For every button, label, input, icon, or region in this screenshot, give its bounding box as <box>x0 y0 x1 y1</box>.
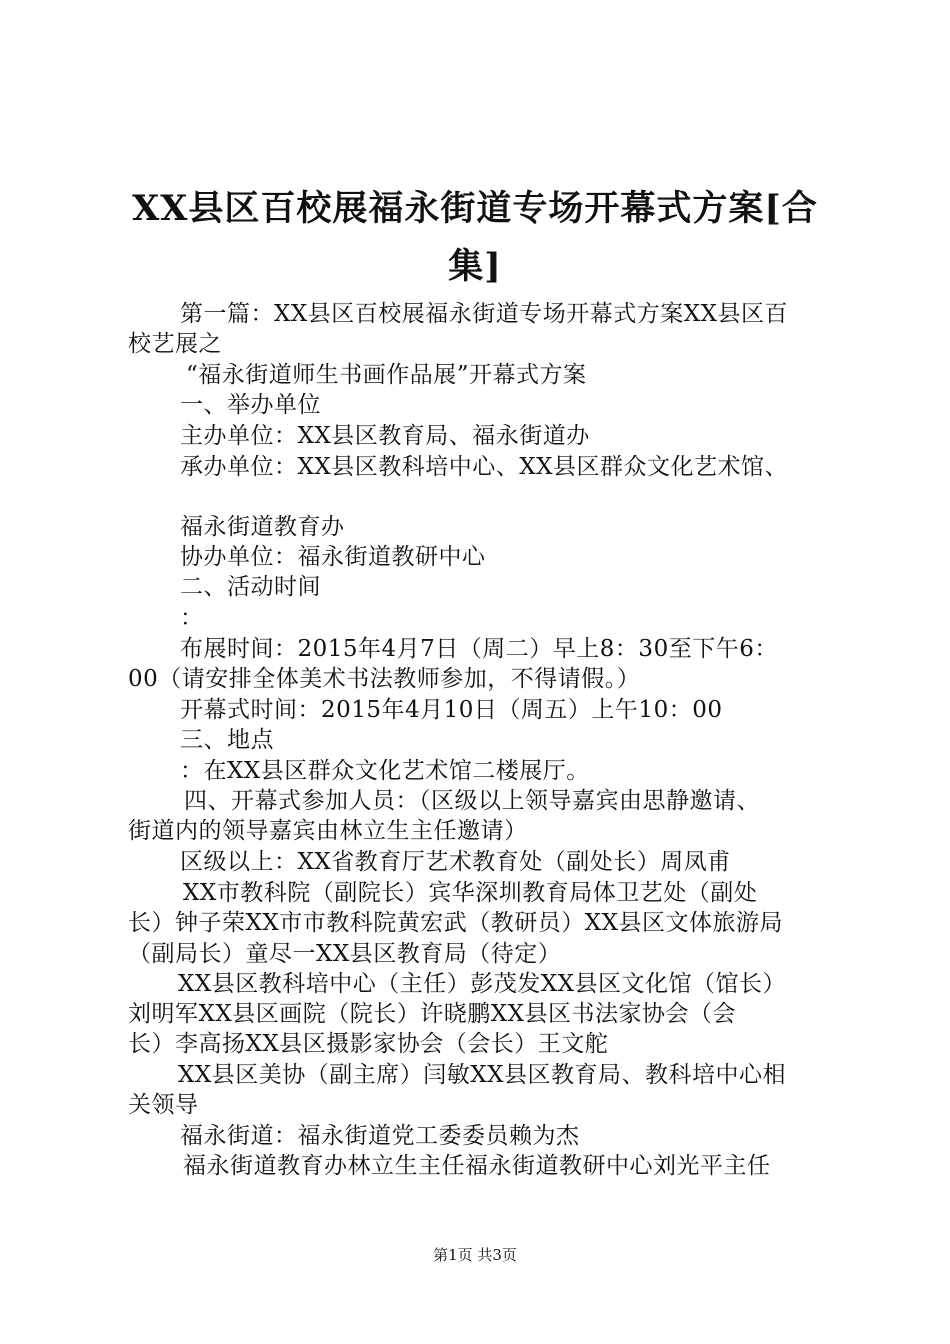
text-line: 街道内的领导嘉宾由林立生主任邀请） <box>128 818 528 844</box>
text-line: ：在XX县区群众文化艺术馆二楼展厅。 <box>180 758 590 784</box>
text-line: 福永街道教育办 <box>180 514 345 540</box>
text-line: 协办单位：福永街道教研中心 <box>180 544 486 570</box>
text-line: “福永街道师生书画作品展”开幕式方案 <box>186 362 587 388</box>
text-line: 布展时间：2015年4月7日（周二）早上8：30至下午6： <box>180 636 778 662</box>
text-line: 承办单位：XX县区教科培中心、XX县区群众文化艺术馆、 <box>180 454 788 480</box>
text-line: 校艺展之 <box>128 331 222 357</box>
text-line: 第一篇：XX县区百校展福永街道专场开幕式方案XX县区百 <box>180 301 788 327</box>
text-line: 长）李高扬XX县区摄影家协会（会长）王文舵 <box>128 1031 609 1057</box>
text-line: 关领导 <box>128 1092 199 1118</box>
page-footer: 第1页 共3页 <box>433 1246 517 1264</box>
text-line: 主办单位：XX县区教育局、福永街道办 <box>180 423 590 449</box>
section-heading: 一、举办单位 <box>180 392 321 418</box>
document-title-line-2: 集] <box>448 246 502 287</box>
section-heading: 四、开幕式参加人员：（区级以上领导嘉宾由思静邀请、 <box>184 788 760 814</box>
text-line: 福永街道：福永街道党工委委员赖为杰 <box>180 1123 580 1149</box>
text-line: 刘明军XX县区画院（院长）许晓鹏XX县区书法家协会（会 <box>128 1001 736 1027</box>
section-heading: 二、活动时间 <box>180 574 321 600</box>
text-line: ： <box>180 605 204 631</box>
text-line: 福永街道教育办林立生主任福永街道教研中心刘光平主任 <box>183 1153 771 1179</box>
text-line: XX市教科院（副院长）宾华深圳教育局体卫艺处（副处 <box>183 880 758 906</box>
text-line: 开幕式时间：2015年4月10日（周五）上午10：00 <box>180 697 723 723</box>
section-heading: 三、地点 <box>180 727 274 753</box>
document-title-line-1: XX县区百校展福永街道专场开幕式方案[合 <box>132 188 818 229</box>
text-line: XX县区教科培中心（主任）彭茂发XX县区文化馆（馆长） <box>178 971 786 997</box>
text-line: XX县区美协（副主席）闫敏XX县区教育局、教科培中心相 <box>178 1062 786 1088</box>
text-line: （副局长）童尽一XX县区教育局（待定） <box>128 941 562 967</box>
text-line: 区级以上：XX省教育厅艺术教育处（副处长）周凤甫 <box>180 849 731 875</box>
text-line: 长）钟子荣XX市市教科院黄宏武（教研员）XX县区文体旅游局 <box>128 910 783 936</box>
text-line: 00（请安排全体美术书法教师参加，不得请假。） <box>128 666 641 692</box>
